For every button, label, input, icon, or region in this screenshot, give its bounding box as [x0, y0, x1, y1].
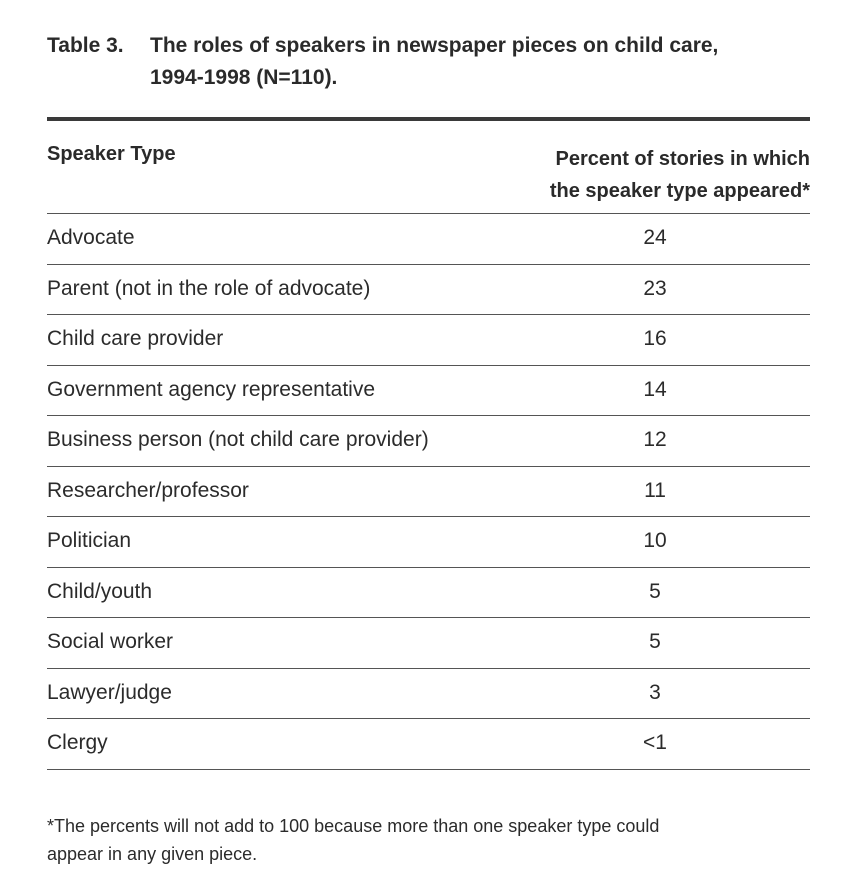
percent-cell: <1	[643, 731, 667, 754]
column-header-percent	[490, 143, 810, 207]
table-row	[47, 214, 810, 265]
speaker-type-cell: Child care provider	[47, 327, 224, 350]
percent-cell: 5	[649, 579, 661, 603]
percent-cell: 12	[643, 428, 667, 451]
table-title-line-1: The roles of speakers in newspaper pieces on child care,	[150, 34, 719, 57]
column-header-percent-line-2: the speaker type appeared*	[549, 180, 810, 202]
table-title-line-2: 1994-1998 (N=110).	[150, 66, 338, 89]
percent-cell: 5	[649, 630, 661, 653]
speaker-type-cell: Parent (not in the role of advocate)	[47, 276, 371, 300]
percent-cell: 14	[643, 377, 667, 401]
speaker-type-cell: Lawyer/judge	[47, 680, 172, 704]
speaker-type-cell: Government agency representative	[47, 377, 376, 401]
footnote-line-2: appear in any given piece.	[47, 844, 258, 864]
table-row	[47, 315, 810, 366]
table-row	[47, 467, 810, 518]
table-row	[47, 416, 810, 467]
table-row	[47, 366, 810, 417]
table-header-row	[47, 121, 810, 214]
table-row	[47, 618, 810, 669]
speaker-type-cell: Social worker	[47, 630, 174, 653]
table-row	[47, 568, 810, 619]
table-label: Table 3.	[47, 34, 124, 57]
table-row	[47, 265, 810, 316]
column-header-percent-line-1: Percent of stories in which	[555, 148, 810, 170]
speaker-type-cell: Business person (not child care provider)	[47, 428, 429, 451]
speaker-type-cell: Child/youth	[47, 579, 153, 603]
speaker-type-cell: Politician	[47, 529, 132, 552]
column-header-speaker-type: Speaker Type	[47, 143, 176, 165]
table-footnote	[47, 812, 817, 868]
percent-cell: 16	[643, 327, 667, 350]
table-caption	[47, 30, 817, 94]
percent-cell: 11	[644, 478, 666, 502]
speaker-type-cell: Advocate	[47, 226, 135, 249]
table-row	[47, 517, 810, 568]
table-row	[47, 669, 810, 720]
speaker-roles-table	[47, 117, 810, 770]
table-row	[47, 719, 810, 770]
percent-cell: 3	[649, 680, 661, 704]
speaker-type-cell: Clergy	[47, 731, 108, 754]
speaker-type-cell: Researcher/professor	[47, 478, 249, 502]
percent-cell: 10	[643, 529, 667, 552]
footnote-line-1: *The percents will not add to 100 because more than one speaker type could	[47, 816, 660, 836]
percent-cell: 24	[643, 226, 667, 249]
percent-cell: 23	[643, 276, 667, 300]
